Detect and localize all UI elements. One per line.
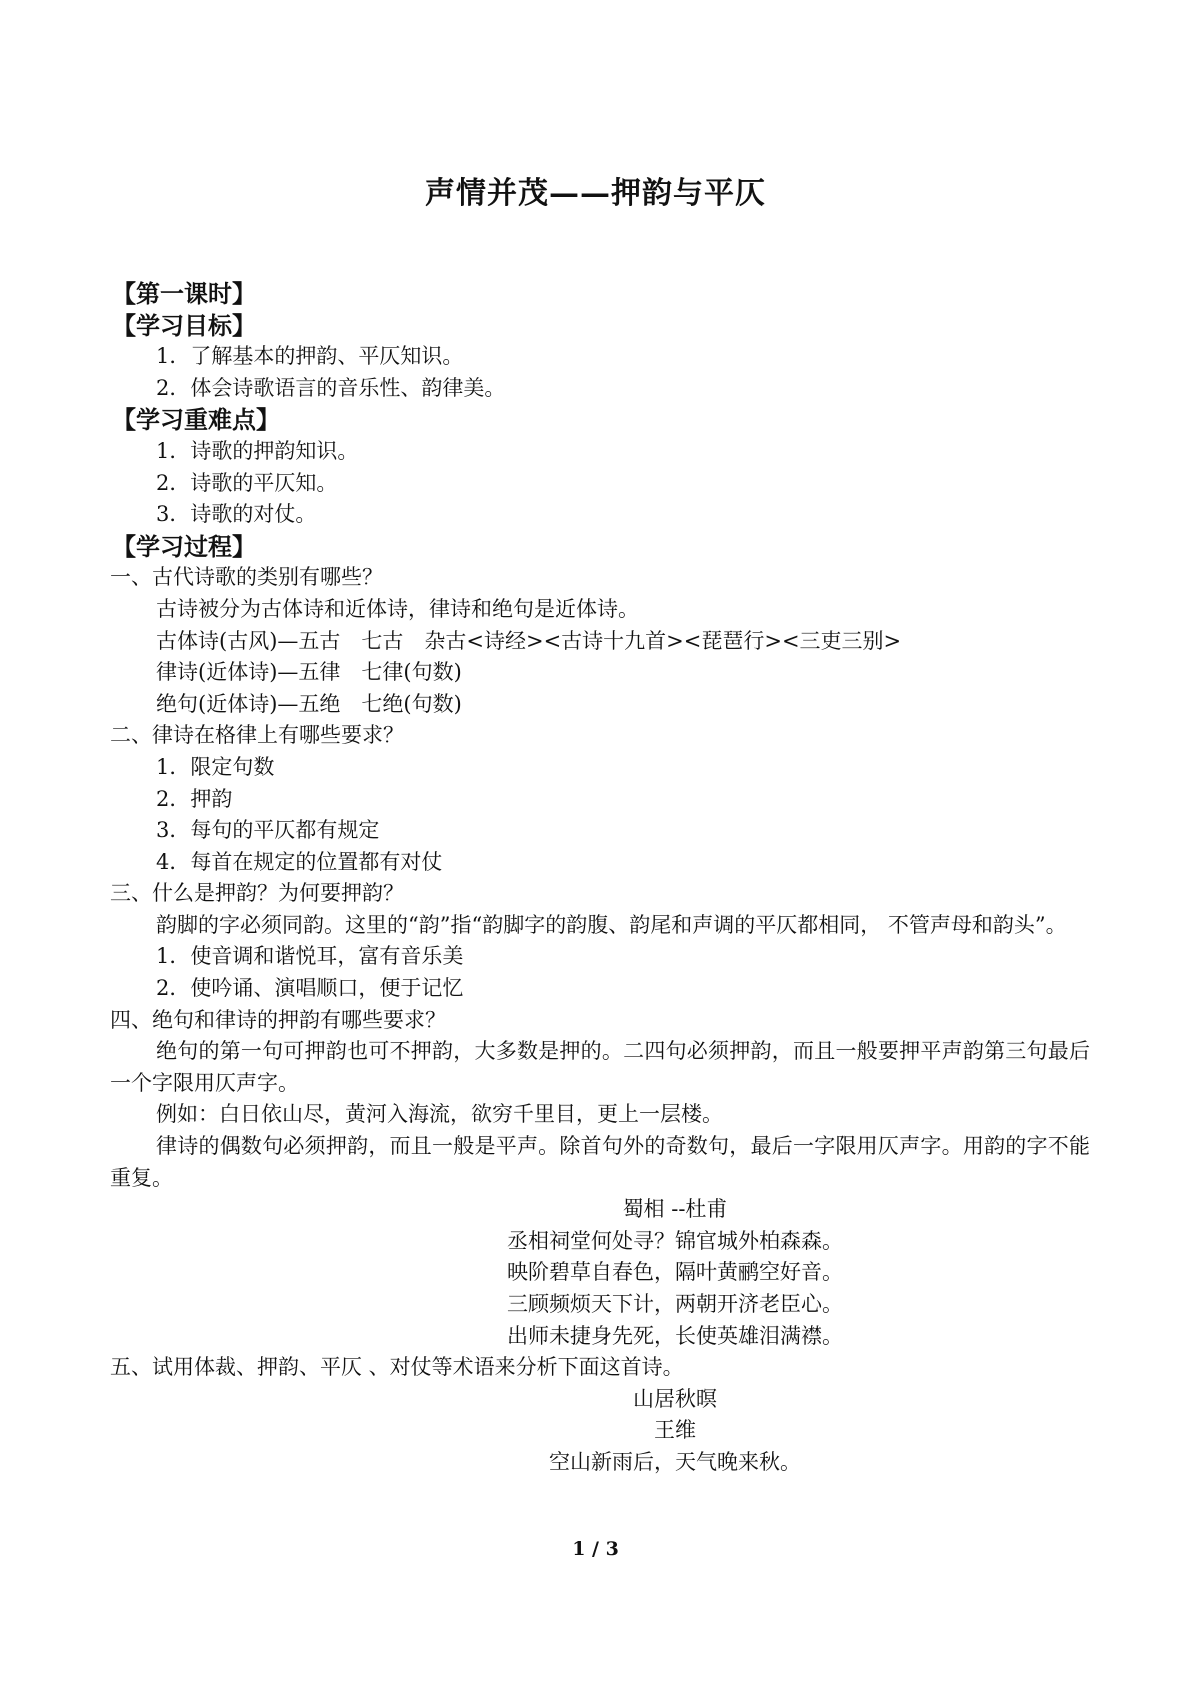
section4-paragraph2: 律诗的偶数句必须押韵，而且一般是平声。除首句外的奇数句，最后一字限用仄声字。用韵的字不能重复。 [110, 1134, 1090, 1190]
section1-question: 一、古代诗歌的类别有哪些？ [110, 565, 383, 590]
key-point-item: 1．诗歌的押韵知识。 [156, 438, 359, 463]
page-number: 1 / 3 [572, 1538, 619, 1560]
section1-line: 绝句(近体诗)—五绝 七绝(句数) [156, 691, 462, 716]
poem-line: 映阶碧草自春色，隔叶黄鹂空好音。 [507, 1260, 843, 1285]
section4-paragraph1: 绝句的第一句可押韵也可不押韵，大多数是押的。二四句必须押韵，而且一般要押平声韵第三句最后一个字限用仄声字。 [110, 1039, 1090, 1095]
heading-process: 【学习过程】 [112, 531, 256, 561]
objective-item: 1．了解基本的押韵、平仄知识。 [156, 344, 464, 369]
section3-item: 2．使吟诵、演唱顺口，便于记忆 [156, 976, 464, 1001]
poem-title: 蜀相 --杜甫 [622, 1197, 728, 1222]
section2-item: 1．限定句数 [156, 754, 275, 779]
section3-paragraph: 韵脚的字必须同韵。这里的“韵”指“韵脚字的韵腹、韵尾和声调的平仄都相同， 不管声母和韵头”。 [156, 912, 1067, 937]
heading-key-points: 【学习重难点】 [112, 405, 280, 435]
key-point-item: 2．诗歌的平仄知。 [156, 470, 338, 495]
section1-line: 古体诗(古风)—五古 七古 杂古<诗经><古诗十九首><琵琶行><三吏三别> [156, 628, 902, 653]
section2-question: 二、律诗在格律上有哪些要求？ [110, 723, 404, 748]
heading-lesson: 【第一课时】 [112, 279, 256, 308]
key-point-item: 3．诗歌的对仗。 [156, 502, 317, 527]
poem-title: 山居秋暝 [633, 1386, 717, 1411]
section3-item: 1．使音调和谐悦耳，富有音乐美 [156, 944, 464, 969]
poem-line: 出师未捷身先死，长使英雄泪满襟。 [507, 1323, 843, 1348]
section1-line: 律诗(近体诗)—五律 七律(句数) [156, 660, 462, 685]
section2-item: 4．每首在规定的位置都有对仗 [156, 849, 443, 874]
section4-example: 例如：白日依山尽，黄河入海流，欲穷千里目，更上一层楼。 [156, 1102, 723, 1127]
section4-question: 四、绝句和律诗的押韵有哪些要求？ [110, 1007, 446, 1032]
page-title: 声情并茂——押韵与平仄 [425, 176, 766, 211]
poem-author: 王维 [654, 1418, 696, 1443]
section1-line: 古诗被分为古体诗和近体诗，律诗和绝句是近体诗。 [156, 596, 639, 621]
document-body [110, 278, 1090, 1479]
poem-line: 丞相祠堂何处寻？锦官城外柏森森。 [507, 1228, 843, 1253]
heading-objectives: 【学习目标】 [112, 310, 256, 340]
section2-item: 2．押韵 [156, 786, 233, 811]
section2-item: 3．每句的平仄都有规定 [156, 818, 380, 843]
section3-question: 三、什么是押韵？为何要押韵？ [110, 881, 404, 906]
objective-item: 2．体会诗歌语言的音乐性、韵律美。 [156, 375, 506, 400]
poem-line: 空山新雨后，天气晚来秋。 [549, 1449, 801, 1474]
poem-line: 三顾频烦天下计，两朝开济老臣心。 [507, 1292, 843, 1316]
section5-question: 五、试用体裁、押韵、平仄 、对仗等术语来分析下面这首诗。 [110, 1355, 684, 1380]
